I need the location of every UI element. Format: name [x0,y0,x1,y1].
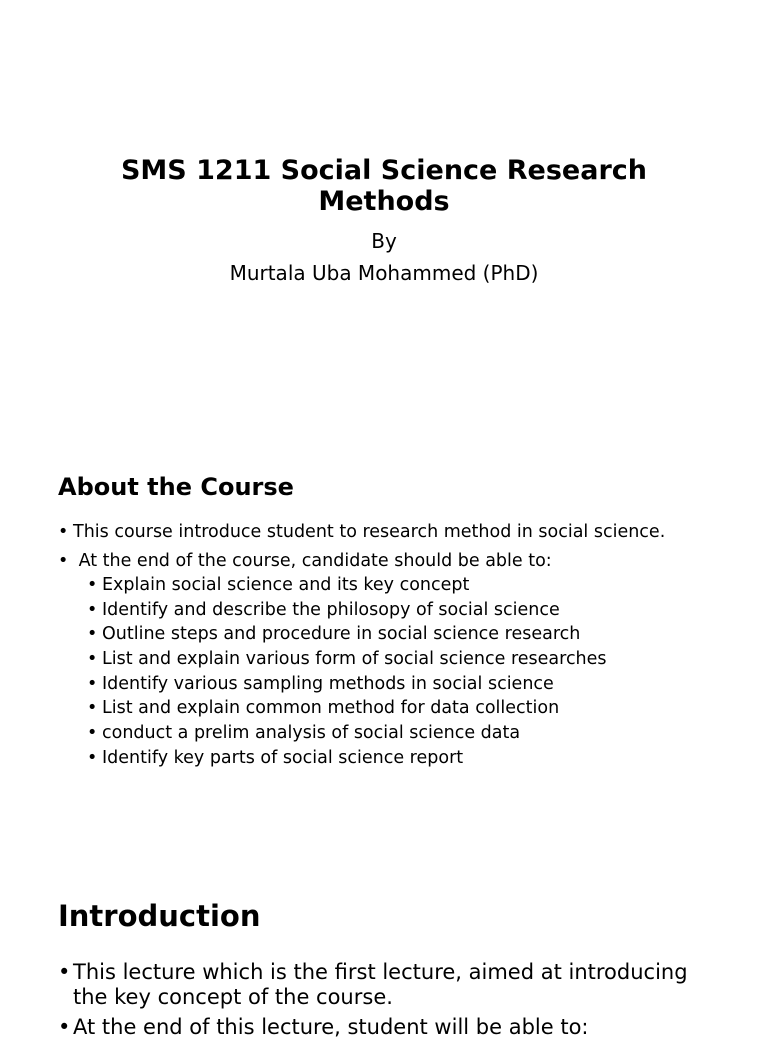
objective-item: • Identify various sampling methods in social science [73,673,698,698]
intro-bullet: • At the end of this lecture, student will be able to: [58,1015,698,1040]
objective-item: • List and explain common method for data collection [73,697,698,722]
about-heading: About the Course [58,473,294,501]
objective-item: • Identify key parts of social science report [73,747,698,772]
title-slide [0,0,768,432]
intro-bullet: • This lecture which is the first lecture, aimed at introducing the key concept of the course. [58,960,698,1010]
objective-item: • Outline steps and procedure in social science research [73,623,698,648]
objective-item: • Identify and describe the philosopy of social science [73,599,698,624]
course-title: SMS 1211 Social Science Research Methods [120,155,648,217]
author-name: Murtala Uba Mohammed (PhD) [229,261,539,285]
by-label: By [371,229,397,253]
about-bullet-list [58,522,698,781]
about-bullet-text: At the end of the course, candidate should be able to: [73,551,552,571]
about-bullet [58,551,698,772]
intro-slide [0,864,768,1039]
intro-bullet-list [58,960,698,1045]
about-slide [0,432,768,864]
intro-heading: Introduction [58,899,261,933]
about-bullet [58,522,698,542]
objective-item: • List and explain various form of social science researches [73,648,698,673]
objectives-list [73,574,698,772]
about-bullet-text: This course introduce student to research method in social science. [73,522,666,542]
objective-item: • Explain social science and its key concept [73,574,698,599]
objective-item: • conduct a prelim analysis of social science data [73,722,698,747]
